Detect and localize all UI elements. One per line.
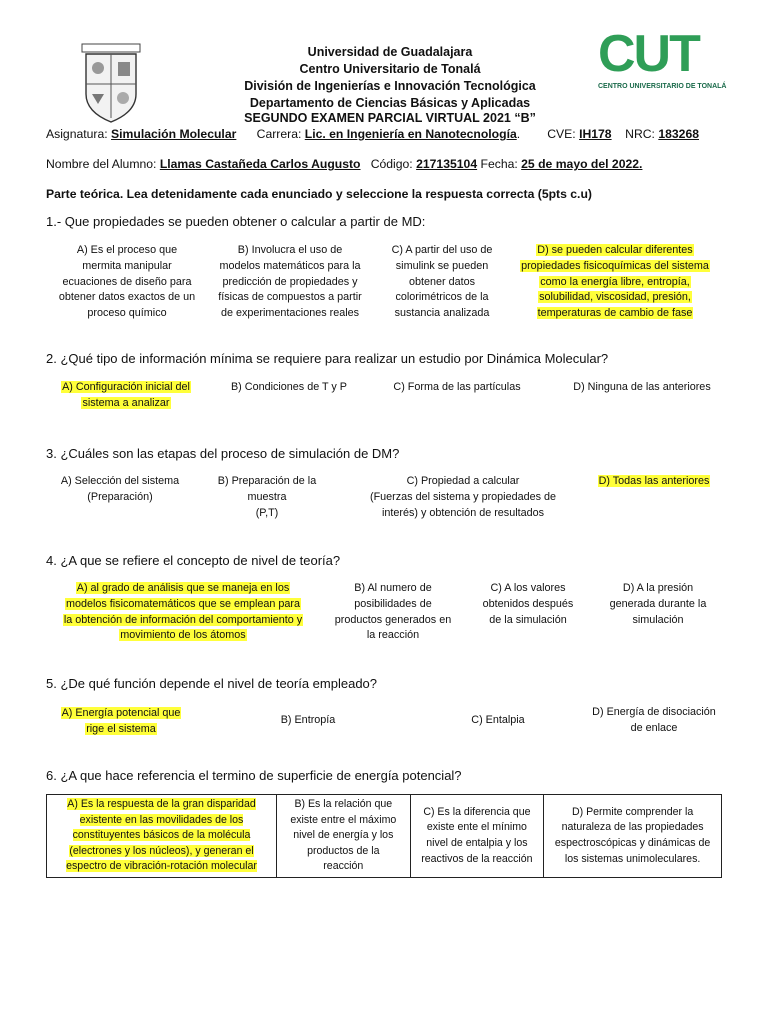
cut-logo xyxy=(598,25,740,94)
q6-options-table xyxy=(46,794,722,878)
q3-option-d-selected: D) Todas las anteriores xyxy=(598,475,710,487)
cut-logo-letters: CUT xyxy=(598,25,699,83)
department-name: Departamento de Ciencias Básicas y Aplicadas xyxy=(249,96,531,110)
q3-option-a: A) Selección del sistema (Preparación) xyxy=(60,475,180,503)
q5-option-b: B) Entropía xyxy=(280,714,336,726)
q2-option-d: D) Ninguna de las anteriores xyxy=(573,381,711,393)
division-name: División de Ingenierías e Innovación Tecnológica xyxy=(244,79,536,93)
q5-option-c: C) Entalpia xyxy=(471,714,525,726)
fecha-label: Fecha: xyxy=(480,157,518,171)
question-3: 3. ¿Cuáles son las etapas del proceso de simulación de DM? xyxy=(46,446,400,461)
q4-option-c: C) A los valores obtenidos después de la simulación xyxy=(482,582,574,626)
q1-option-d-selected: D) se pueden calcular diferentes propiedades fisicoquímicas del sistema como la energía libre, entropía, solubilidad, viscosidad, presión, temperaturas de cambio de fase xyxy=(521,244,709,320)
instructions: Parte teórica. Lea detenidamente cada enunciado y seleccione la respuesta correcta (5pts c.u) xyxy=(46,187,592,201)
q1-option-a: A) Es el proceso que mermita manipular ecuaciones de diseño para obtener datos exactos de un proceso químico xyxy=(58,244,196,320)
asignatura-value: Simulación Molecular xyxy=(111,127,237,141)
q6-option-c: C) Es la diferencia que existe ente el mínimo nivel de entalpia y los reactivos de la reacción xyxy=(410,795,544,878)
q4-option-a-selected: A) al grado de análisis que se maneja en los modelos fisicomatemáticos que se emplean para la obtención de información del comportamiento y movimiento de los átomos xyxy=(63,582,303,642)
course-info-line xyxy=(46,127,699,141)
q5-option-a-selected: A) Energía potencial que rige el sistema xyxy=(61,707,181,735)
exam-title: SEGUNDO EXAMEN PARCIAL VIRTUAL 2021 “B” xyxy=(244,111,536,125)
cve-label: CVE: xyxy=(547,127,576,141)
question-5: 5. ¿De qué función depende el nivel de teoría empleado? xyxy=(46,676,378,691)
q6-option-a-selected: A) Es la respuesta de la gran disparidad existente en las movilidades de los constituyentes básicos de la molécula (electrones y los núcleos), y generan el espectro de vibración-rotación molecular xyxy=(47,795,277,878)
carrera-value: Lic. en Ingeniería en Nanotecnología xyxy=(304,127,517,141)
table-row xyxy=(47,795,722,878)
question-6: 6. ¿A que hace referencia el termino de superficie de energía potencial? xyxy=(46,768,462,783)
university-name: Universidad de Guadalajara xyxy=(307,45,473,59)
q6-option-b: B) Es la relación que existe entre el máximo nivel de energía y los productos de la reacción xyxy=(277,795,411,878)
nrc-label: NRC: xyxy=(625,127,655,141)
q2-option-a-selected: A) Configuración inicial del sistema a analizar xyxy=(62,381,190,409)
carrera-label: Carrera: xyxy=(256,127,302,141)
question-4: 4. ¿A que se refiere el concepto de nivel de teoría? xyxy=(46,553,341,568)
codigo-value: 217135104 xyxy=(416,157,478,171)
q2-option-b: B) Condiciones de T y P xyxy=(230,381,348,393)
question-2: 2. ¿Qué tipo de información mínima se requiere para realizar un estudio por Dinámica Molecular? xyxy=(46,351,609,366)
fecha-value: 25 de mayo del 2022. xyxy=(521,157,643,171)
codigo-label: Código: xyxy=(370,157,413,171)
question-1: 1.- Que propiedades se pueden obtener o calcular a partir de MD: xyxy=(46,214,426,229)
q3-option-b: B) Preparación de la muestra (P,T) xyxy=(217,475,317,519)
q4-option-b: B) Al numero de posibilidades de productos generados en la reacción xyxy=(334,582,452,642)
q1-option-c: C) A partir del uso de simulink se pueden obtener datos colorimétricos de la sustancia analizada xyxy=(391,244,493,320)
q6-option-d: D) Permite comprender la naturaleza de las propiedades espectroscópicas y dinámicas de los sistemas unimoleculares. xyxy=(544,795,722,878)
q3-option-c: C) Propiedad a calcular (Fuerzas del sistema y propiedades de interés) y obtención de resultados xyxy=(369,475,557,519)
cut-logo-subtext: CENTRO UNIVERSITARIO DE TONALÁ xyxy=(598,83,727,90)
center-name: Centro Universitario de Tonalá xyxy=(299,62,481,76)
nrc-value: 183268 xyxy=(658,127,699,141)
q4-option-d: D) A la presión generada durante la simulación xyxy=(609,582,707,626)
asignatura-label: Asignatura: xyxy=(46,127,108,141)
q1-option-b: B) Involucra el uso de modelos matemáticos para la predicción de propiedades y físicas de compuestos a partir de experimentaciones reales xyxy=(218,244,362,320)
university-seal-logo xyxy=(78,42,144,124)
student-info-line xyxy=(46,157,642,171)
q5-option-d: D) Energía de disociación de enlace xyxy=(592,706,716,734)
alumno-value: Llamas Castañeda Carlos Augusto xyxy=(159,157,361,171)
q2-option-c: C) Forma de las partículas xyxy=(393,381,521,393)
alumno-label: Nombre del Alumno: xyxy=(46,157,157,171)
carrera-dot: . xyxy=(516,127,521,141)
cve-value: IH178 xyxy=(579,127,612,141)
